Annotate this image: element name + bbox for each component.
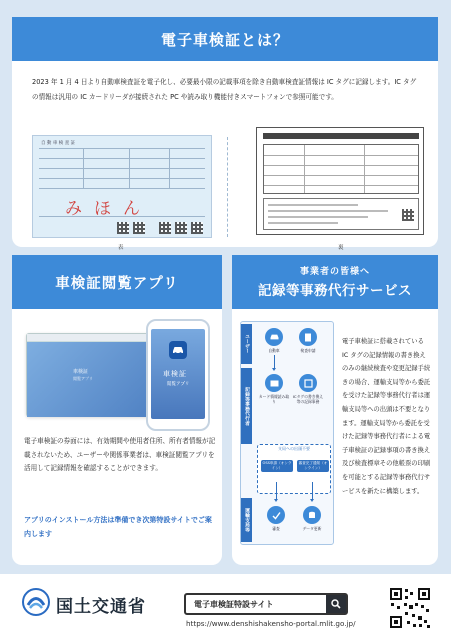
ic-section-description: 2023 年 1 月 4 日より自動車検査証を電子化し、必要最小限の記載事項を除き自動車検査証情報は IC タグに記録します。IC タグの情報は汎用の IC カードリーダが接続された PC や読み取り機能付きスマートフォンで参照可能です。 <box>32 78 417 101</box>
phone-app-title: 車検証 <box>163 370 187 378</box>
certificate-samples <box>12 121 438 251</box>
front-label: 表 <box>118 245 124 251</box>
qr-code-icon <box>402 209 414 221</box>
app-illustration <box>12 309 222 429</box>
node-review-label: 審査 <box>272 526 280 531</box>
back-label: 裏 <box>338 245 344 251</box>
proxy-section-subtitle: 事業者の皆様へ <box>299 267 370 277</box>
card-reader-icon <box>265 374 283 392</box>
approval-notice-label: 審査完了通知（オンライン） <box>298 461 328 470</box>
flow-arrow <box>312 482 313 500</box>
mlit-logo-icon <box>22 588 50 616</box>
site-search-box[interactable] <box>184 593 348 615</box>
qr-code-icon <box>191 222 203 234</box>
site-url[interactable]: https://www.denshishakensho-portal.mlit.go.jp/ <box>186 619 356 628</box>
app-section-title: 車検証閲覧アプリ <box>12 255 222 309</box>
search-keyword: 電子車検証特設サイト <box>194 600 274 609</box>
certificate-front-image <box>32 135 212 238</box>
divider <box>227 137 228 237</box>
proxy-section-card <box>232 255 438 565</box>
footer <box>0 574 451 636</box>
car-icon <box>265 328 283 346</box>
proxy-section-body: 電子車検証に搭載されている IC タグの記録情報の書き換えのみの継続検査や変更記録手続きの場合、運輸支局等から委託を受けた記録等事務代行者は運輸支局等への出頭は不要となります。運輸支局等から委託を受けた記録等事務代行者による電子車検証の記録事項の書き換え及び検査標章その他帳票の印刷を可能とする記録等事務代行サービスを新たに構築します。 <box>342 338 431 495</box>
node-inspect-label: 検査申請 <box>300 348 316 353</box>
qr-code-icon <box>388 586 432 630</box>
ic-section-title: 電子車検証とは？ <box>12 17 438 61</box>
pc-app-subtitle: 閲覧アプリ <box>73 376 93 381</box>
review-icon <box>267 506 285 524</box>
database-icon <box>303 506 321 524</box>
qr-code-icon <box>175 222 187 234</box>
app-install-note: アプリのインストール方法は準備でき次第特設サイトでご案内します <box>24 516 212 538</box>
proxy-section-header <box>232 255 438 309</box>
proxy-section-title: 記録等事務代行サービス <box>258 283 412 299</box>
lane-office: 運輸支局等 <box>241 498 252 542</box>
node-data-label: データ更新 <box>302 526 322 531</box>
search-icon <box>331 599 341 609</box>
node-card-label: カード情報読み取り <box>258 394 290 404</box>
smartphone-illustration <box>146 319 210 431</box>
process-flow-diagram <box>240 321 334 545</box>
pc-app-title: 車検証 <box>73 369 89 375</box>
node-ic-label: ICタグの書き換え等の記録事務 <box>292 394 324 404</box>
document-icon <box>299 328 317 346</box>
flow-arrow <box>274 355 275 369</box>
certificate-back-image <box>256 127 424 235</box>
qr-code-icon <box>117 222 129 234</box>
no-visit-label: 支局への出頭不要 <box>278 446 310 451</box>
qr-code-icon <box>159 222 171 234</box>
ic-section-card <box>12 17 438 251</box>
lane-dealer: 記録等事務代行者 <box>241 368 252 444</box>
sample-stamp: みほん <box>65 199 152 219</box>
flow-arrow <box>276 482 277 500</box>
lane-user: ユーザー <box>241 324 252 364</box>
ic-tag-icon <box>299 374 317 392</box>
oss-application-label: OSS申請（オンライン） <box>262 461 292 470</box>
phone-app-subtitle: 閲覧アプリ <box>167 382 190 387</box>
search-button[interactable] <box>326 595 346 613</box>
org-name: 国土交通省 <box>56 597 146 617</box>
certificate-front-title: 自 動 車 検 査 証 <box>41 141 76 146</box>
app-section-body: 電子車検証の券面には、有効期間や使用者住所、所有者情報が記載されないため、ユーザーや関係事業者は、車検証閲覧アプリを活用して記録情報を確認することができます。 <box>24 437 216 472</box>
node-car-label: 自動車 <box>268 348 280 353</box>
qr-code-icon <box>133 222 145 234</box>
app-section-card <box>12 255 222 565</box>
car-icon <box>169 341 187 359</box>
